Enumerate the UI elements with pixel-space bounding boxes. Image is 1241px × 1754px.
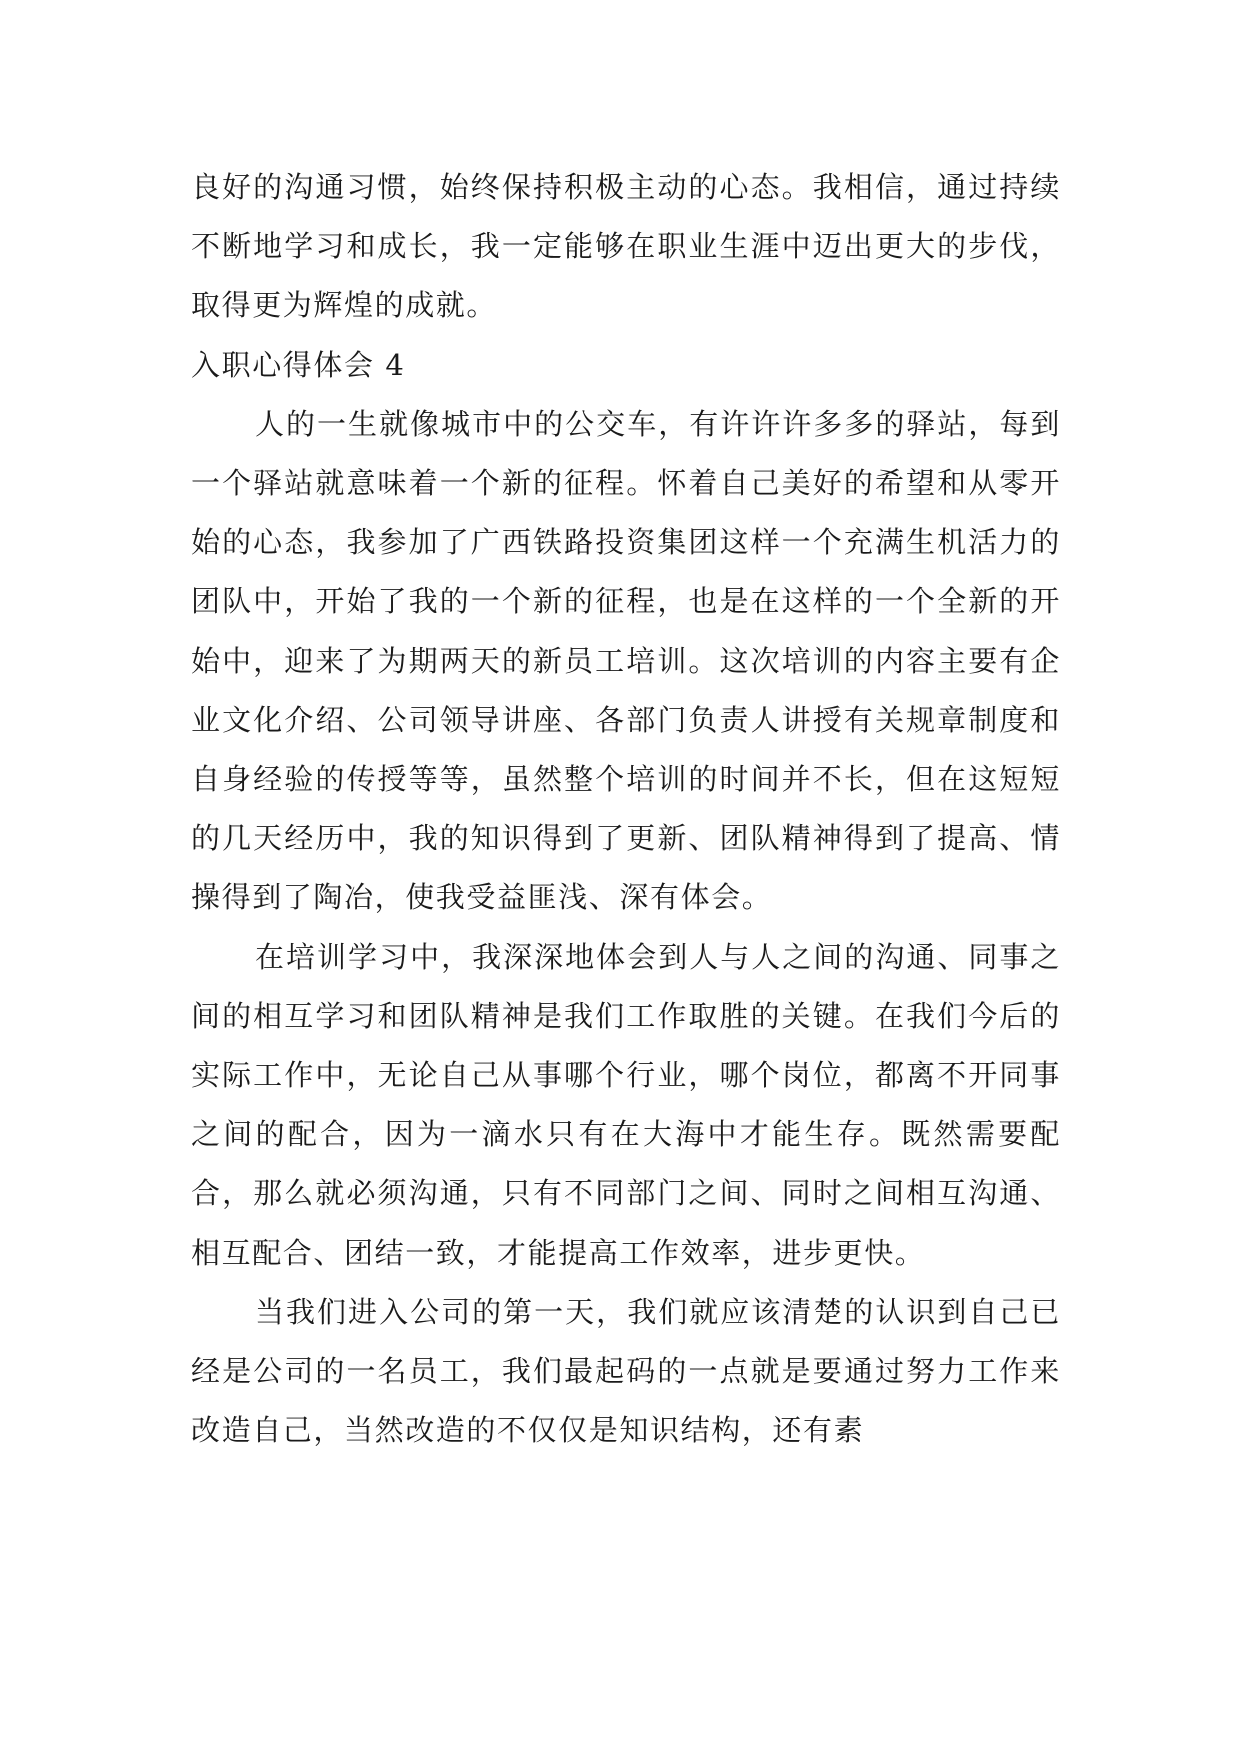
continuation-paragraph: 良好的沟通习惯，始终保持积极主动的心态。我相信，通过持续不断地学习和成长，我一定能够在职业生涯中迈出更大的步伐，取得更为辉煌的成就。: [191, 170, 1061, 323]
body-paragraph-1: 人的一生就像城市中的公交车，有许许许多多的驿站，每到一个驿站就意味着一个新的征程。怀着自己美好的希望和从零开始的心态，我参加了广西铁路投资集团这样一个充满生机活力的团队中，开始了我的一个新的征程，也是在这样的一个全新的开始中，迎来了为期两天的新员工培训。这次培训的内容主要有企业文化介绍、公司领导讲座、各部门负责人讲授有关规章制度和自身经验的传授等等，虽然整个培训的时间并不长，但在这短短的几天经历中，我的知识得到了更新、团队精神得到了提高、情操得到了陶冶，使我受益匪浅、深有体会。: [191, 406, 1061, 915]
body-paragraph-3: 当我们进入公司的第一天，我们就应该清楚的认识到自己已经是公司的一名员工，我们最起码的一点就是要通过努力工作来改造自己，当然改造的不仅仅是知识结构，还有素: [191, 1294, 1061, 1448]
document-body: [191, 158, 1061, 1460]
body-paragraph-2: 在培训学习中，我深深地体会到人与人之间的沟通、同事之间的相互学习和团队精神是我们工作取胜的关键。在我们今后的实际工作中，无论自己从事哪个行业，哪个岗位，都离不开同事之间的配合，因为一滴水只有在大海中才能生存。既然需要配合，那么就必须沟通，只有不同部门之间、同时之间相互沟通、相互配合、团结一致，才能提高工作效率，进步更快。: [191, 939, 1061, 1270]
section-heading: 入职心得体会 4: [191, 347, 406, 382]
